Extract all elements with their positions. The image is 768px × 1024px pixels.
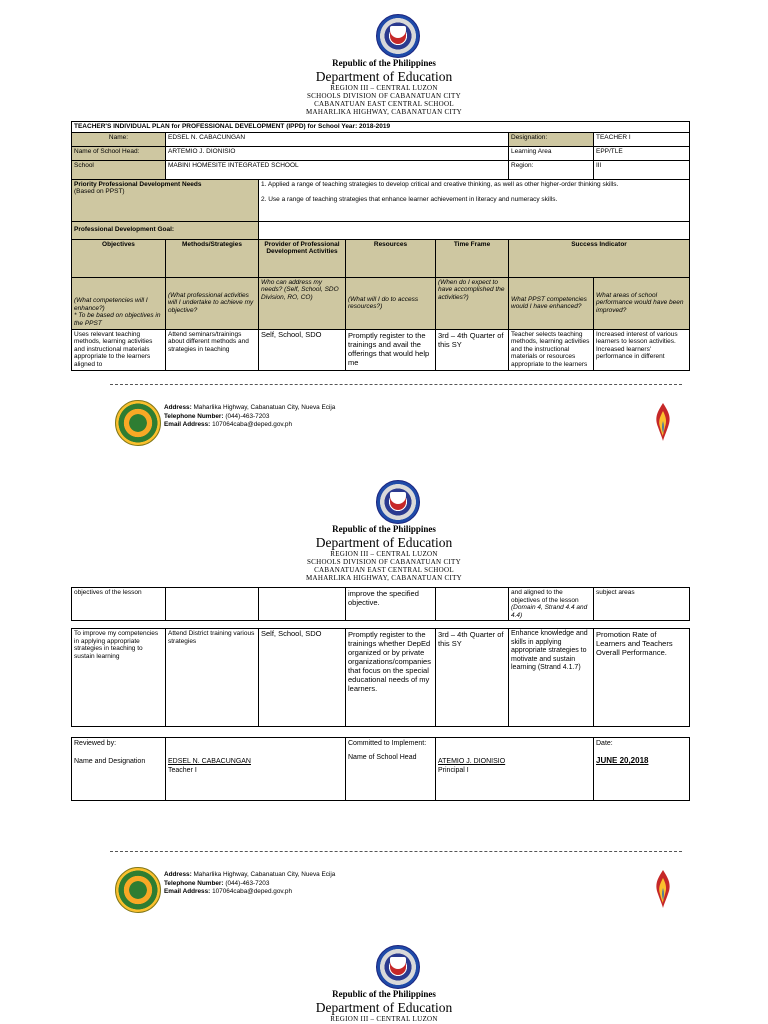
school-seal-icon — [115, 400, 161, 446]
col-provider: Provider of Professional Development Activities — [259, 239, 346, 277]
department-title: Department of Education — [315, 69, 453, 84]
ippd-table-continued — [71, 587, 690, 621]
school-line: CABANATUAN EAST CENTRAL SCHOOL — [314, 566, 454, 574]
row1-cont-resources: improve the specified objective. — [346, 588, 436, 621]
row2-ppst: Enhance knowledge and skills in applying appropriate strategies to motivate and sustain learning (Strand 4.1.7) — [509, 629, 594, 727]
flame-logo-icon — [654, 870, 672, 908]
signature-table — [71, 737, 690, 801]
page2-divider — [110, 851, 682, 852]
address-line: MAHARLIKA HIGHWAY, CABANATUAN CITY — [305, 108, 463, 116]
head-value: ARTEMIO J. DIONISIO — [166, 146, 509, 160]
flame-logo-icon — [654, 403, 672, 441]
republic-line: Republic of the Philippines — [332, 524, 436, 534]
department-title: Department of Education — [315, 1000, 453, 1015]
guide-objectives: (What competencies will I enhance?) * To be based on objectives in the PPST — [72, 277, 166, 329]
republic-line: Republic of the Philippines — [332, 58, 436, 68]
school-seal-icon — [115, 867, 161, 913]
col-indicator: Success Indicator — [509, 239, 690, 277]
page2-footer — [0, 862, 768, 917]
school-label: School — [72, 160, 166, 179]
head-label: Name of School Head: — [72, 146, 166, 160]
col-resources: Resources — [346, 239, 436, 277]
row1-cont-method — [166, 588, 259, 621]
row1-provider: Self, School, SDO — [259, 329, 346, 370]
row2-resources: Promptly register to the trainings whether DepEd organized or by private organizations/companies that focus on the special educational needs of my learners. — [346, 629, 436, 727]
designation-label: Designation: — [509, 132, 594, 146]
department-title: Department of Education — [315, 535, 453, 550]
region-label: Region: — [509, 160, 594, 179]
republic-line: Republic of the Philippines — [332, 989, 436, 999]
guide-ppst: What PPST competencies would I have enhanced? — [509, 277, 594, 329]
priority-label: Priority Professional Development Needs (Based on PPST) — [72, 179, 259, 221]
name-label: Name: — [72, 132, 166, 146]
goal-value — [259, 221, 690, 239]
division-line: SCHOOLS DIVISION OF CABANATUAN CITY — [306, 558, 461, 566]
name-value: EDSEL N. CABACUNGAN — [166, 132, 509, 146]
page1-footer — [0, 395, 768, 450]
row2-school-perf: Promotion Rate of Learners and Teachers Overall Performance. — [594, 629, 690, 727]
area-value: EPP/TLE — [594, 146, 690, 160]
row1-cont-provider — [259, 588, 346, 621]
priority-needs: 1. Applied a range of teaching strategies to develop critical and creative thinking, as well as other higher-order thinking skills. 2. Use a range of teaching strategies that enhance learner achievement in literacy and numeracy skills. — [259, 179, 690, 221]
row1-method: Attend seminars/trainings about different methods and strategies in teaching — [166, 329, 259, 370]
region-line: REGION III – CENTRAL LUZON — [330, 550, 438, 558]
row1-cont-school-perf: subject areas — [594, 588, 690, 621]
row2-objective: To improve my competencies in applying appropriate strategies in teaching to sustain learning — [72, 629, 166, 727]
school-value: MABINI HOMESITE INTEGRATED SCHOOL — [166, 160, 509, 179]
deped-seal-icon — [376, 480, 420, 524]
row1-cont-ppst: and aligned to the objectives of the lesson (Domain 4, Strand 4.4 and 4.4) — [509, 588, 594, 621]
guide-provider: Who can address my needs? (Self, School, SDO Division, RO, CO) — [259, 277, 346, 329]
school-line: CABANATUAN EAST CENTRAL SCHOOL — [314, 100, 454, 108]
footer-contacts: Address: Maharlika Highway, Cabanatuan City, Nueva Ecija Telephone Number: (044)-463-7203 Email Address: 107064caba@deped.gov.ph — [164, 404, 336, 428]
row1-cont-objective: objectives of the lesson — [72, 588, 166, 621]
division-line: SCHOOLS DIVISION OF CABANATUAN CITY — [306, 92, 461, 100]
region-line: REGION III – CENTRAL LUZON — [330, 84, 438, 92]
form-title: TEACHER'S INDIVIDUAL PLAN for PROFESSIONAL DEVELOPMENT (IPPD) for School Year: 2018-2019 — [72, 122, 690, 133]
row1-ppst: Teacher selects teaching methods, learning activities and the instructional materials or resources appropriate to the learners — [509, 329, 594, 370]
row1-objective: Uses relevant teaching methods, learning activities and instructional materials appropriate to the learners aligned to — [72, 329, 166, 370]
reviewed-cell: Reviewed by: Name and Designation — [72, 738, 166, 801]
guide-school-perf: What areas of school performance would have been improved? — [594, 277, 690, 329]
row1-cont-timeframe — [436, 588, 509, 621]
row2-method: Attend District training various strategies — [166, 629, 259, 727]
designation-value: TEACHER I — [594, 132, 690, 146]
region-value: III — [594, 160, 690, 179]
guide-methods: (What professional activities will I undertake to achieve my objective? — [166, 277, 259, 329]
address-line: MAHARLIKA HIGHWAY, CABANATUAN CITY — [305, 574, 463, 582]
row1-school-perf: Increased interest of various learners to lesson activities. Increased learners' performance in different — [594, 329, 690, 370]
head-cell: ATEMIO J. DIONISIO Principal I — [436, 738, 594, 801]
row1-timeframe: 3rd – 4th Quarter of this SY — [436, 329, 509, 370]
col-objectives: Objectives — [72, 239, 166, 277]
col-timeframe: Time Frame — [436, 239, 509, 277]
guide-resources: (What will I do to access resources?) — [346, 277, 436, 329]
row1-resources: Promptly register to the trainings and avail the offerings that would help me — [346, 329, 436, 370]
ippd-table-row2 — [71, 628, 690, 727]
col-methods: Methods/Strategies — [166, 239, 259, 277]
date-cell: Date: JUNE 20,2018 — [594, 738, 690, 801]
goal-label: Professional Development Goal: — [72, 221, 259, 239]
deped-seal-icon — [376, 14, 420, 58]
row2-timeframe: 3rd – 4th Quarter of this SY — [436, 629, 509, 727]
area-label: Learning Area — [509, 146, 594, 160]
region-line: REGION III – CENTRAL LUZON — [330, 1015, 438, 1023]
page1-divider — [110, 384, 682, 385]
guide-timeframe: (When do I expect to have accomplished the activities?) — [436, 277, 509, 329]
deped-seal-icon — [376, 945, 420, 989]
row2-provider: Self, School, SDO — [259, 629, 346, 727]
committed-cell: Committed to Implement: Name of School Head — [346, 738, 436, 801]
ippd-table — [71, 121, 690, 371]
footer-contacts: Address: Maharlika Highway, Cabanatuan City, Nueva Ecija Telephone Number: (044)-463-7203 Email Address: 107064caba@deped.gov.ph — [164, 871, 336, 895]
reviewer-cell: EDSEL N. CABACUNGAN Teacher I — [166, 738, 346, 801]
